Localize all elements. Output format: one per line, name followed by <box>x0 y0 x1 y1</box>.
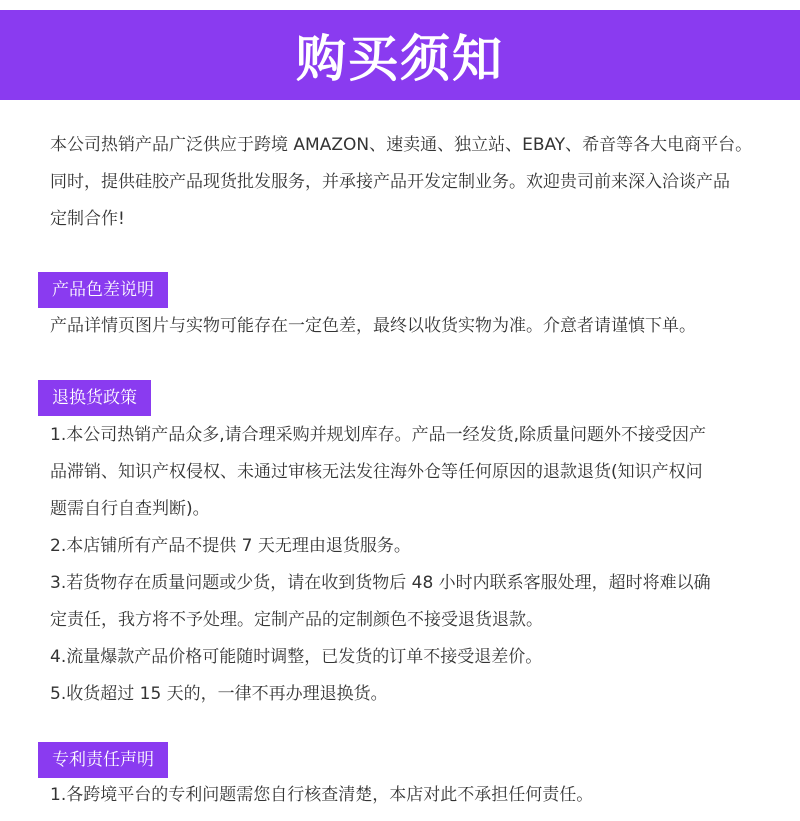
intro-line: 本公司热销产品广泛供应于跨境 AMAZON、速卖通、独立站、EBAY、希音等各大电商平台。 <box>50 135 753 155</box>
color-difference-line: 产品详情页图片与实物可能存在一定色差，最终以收货实物为准。介意者请谨慎下单。 <box>50 316 696 336</box>
intro-line: 同时，提供硅胶产品现货批发服务，并承接产品开发定制业务。欢迎贵司前来深入洽谈产品 <box>50 172 730 192</box>
color-difference-heading: 产品色差说明 <box>38 272 168 308</box>
return-policy-line: 3.若货物存在质量问题或少货，请在收到货物后 48 小时内联系客服处理，超时将难以确 <box>50 573 711 593</box>
return-policy-paragraph <box>50 417 780 713</box>
header-banner <box>0 10 800 100</box>
return-policy-line: 4.流量爆款产品价格可能随时调整，已发货的订单不接受退差价。 <box>50 647 543 667</box>
return-policy-heading: 退换货政策 <box>38 380 151 416</box>
return-policy-line: 2.本店铺所有产品不提供 7 天无理由退货服务。 <box>50 536 411 556</box>
page-title: 购买须知 <box>296 30 504 88</box>
intro-line: 定制合作! <box>50 209 125 229</box>
patent-paragraph <box>50 777 780 814</box>
return-policy-line: 定责任，我方将不予处理。定制产品的定制颜色不接受退货退款。 <box>50 610 543 630</box>
return-policy-line: 品滞销、知识产权侵权、未通过审核无法发往海外仓等任何原因的退款退货(知识产权问 <box>50 462 703 482</box>
return-policy-line: 1.本公司热销产品众多,请合理采购并规划库存。产品一经发货,除质量问题外不接受因产 <box>50 425 707 445</box>
color-difference-paragraph <box>50 308 780 345</box>
return-policy-line: 题需自行自查判断)。 <box>50 499 210 519</box>
patent-line: 1.各跨境平台的专利问题需您自行核查清楚，本店对此不承担任何责任。 <box>50 785 594 805</box>
return-policy-line: 5.收货超过 15 天的，一律不再办理退换货。 <box>50 684 388 704</box>
intro-paragraph <box>50 127 780 238</box>
patent-heading: 专利责任声明 <box>38 742 168 778</box>
